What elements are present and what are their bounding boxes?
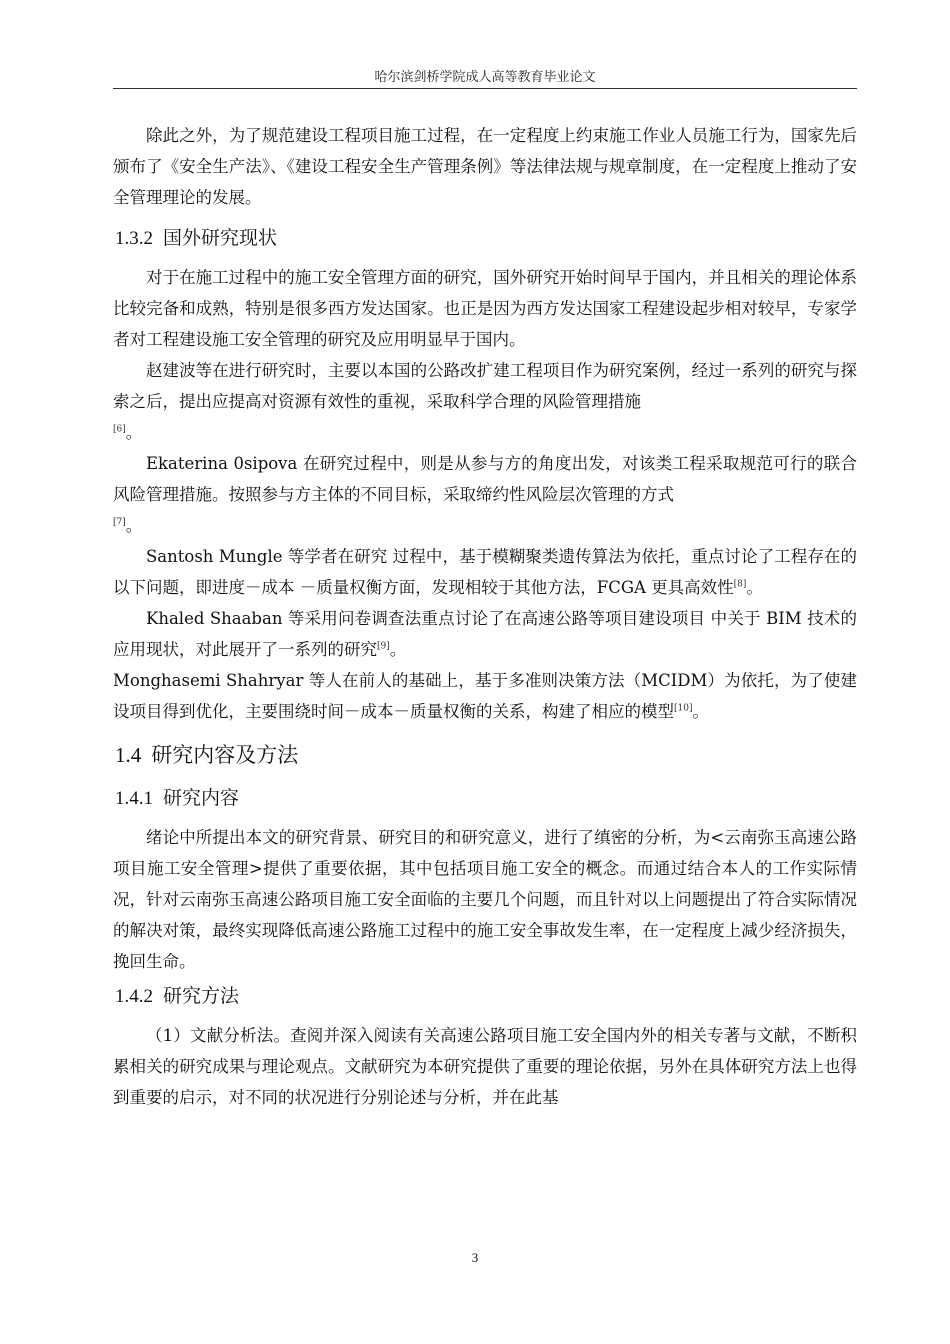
- paragraph-end: 。: [746, 578, 763, 597]
- paragraph-intro: 除此之外，为了规范建设工程项目施工过程，在一定程度上约束施工作业人员施工行为，国家先后颁布了《安全生产法》、《建设工程安全生产管理条例》等法律法规与规章制度，在一定程度上推动了安全管理理论的发展。: [113, 126, 857, 207]
- paragraph-end: 。: [389, 640, 407, 659]
- section-number: 1.4.2: [115, 986, 153, 1007]
- paragraph-end: 。: [692, 702, 709, 721]
- header-rule: [113, 88, 857, 89]
- section-heading-1-4: [113, 727, 857, 781]
- paragraph-methods: （1）文献分析法。查阅并深入阅读有关高速公路项目施工安全国内外的相关专著与文献，不断积累相关的研究成果与理论观点。文献研究为本研究提供了重要的理论依据，另外在具体研究方法上也得到重要的启示，对不同的状况进行分别论述与分析，并在此基: [113, 1026, 857, 1107]
- citation-10: [10]: [674, 703, 693, 714]
- section-heading-1-4-2: [113, 977, 857, 1020]
- section-heading-1-3-2: [113, 213, 857, 262]
- paragraph-text: Monghasemi Shahryar 等人在前人的基础上，基于多准则决策方法（MCIDM）为依托，为了使建设项目得到优化，主要围绕时间－成本－质量权衡的关系，构建了相应的模型: [113, 671, 857, 721]
- paragraph-shaaban: [113, 603, 857, 665]
- paragraph-zhao: [113, 355, 857, 448]
- citation-9: [9]: [377, 641, 390, 652]
- section-number: 1.3.2: [115, 228, 153, 249]
- section-heading-1-4-1: [113, 781, 857, 822]
- page-number: 3: [471, 1250, 479, 1265]
- section-number: 1.4: [115, 743, 142, 767]
- section-title: 研究内容: [163, 787, 240, 809]
- citation-8: [8]: [733, 579, 747, 590]
- paragraph-text: Ekaterina 0sipova 在研究过程中，则是从参与方的角度出发，对该类工程采取规范可行的联合风险管理措施。按照参与方主体的不同目标，采取缔约性风险层次管理的方式: [113, 454, 857, 504]
- paragraph-osipova: [113, 448, 857, 541]
- page-body: [113, 120, 857, 1113]
- paragraph-end: 。: [125, 516, 143, 535]
- paragraph-research-content: 绪论中所提出本文的研究背景、研究目的和研究意义，进行了缜密的分析，为<云南弥玉高速公路项目施工安全管理>提供了重要依据，其中包括项目施工安全的概念。而通过结合本人的工作实际情况，针对云南弥玉高速公路项目施工安全面临的主要几个问题，而且针对以上问题提出了符合实际情况的解决对策，最终实现降低高速公路施工过程中的施工安全事故发生率，在一定程度上减少经济损失，挽回生命。: [113, 828, 857, 971]
- citation-7: [7]: [113, 517, 126, 528]
- citation-6: [6]: [113, 424, 126, 435]
- paragraph-text: 赵建波等在进行研究时，主要以本国的公路改扩建工程项目作为研究案例，经过一系列的研究与探索之后，提出应提高对资源有效性的重视，采取科学合理的风险管理措施: [113, 361, 857, 411]
- running-header: 哈尔滨剑桥学院成人高等教育毕业论文: [374, 70, 596, 85]
- paragraph-end: 。: [125, 423, 143, 442]
- paragraph-mungle: [113, 541, 857, 603]
- paragraph-foreign-overview: 对于在施工过程中的施工安全管理方面的研究，国外研究开始时间早于国内，并且相关的理论体系比较完备和成熟，特别是很多西方发达国家。也正是因为西方发达国家工程建设起步相对较早，专家学者对工程建设施工安全管理的研究及应用明显早于国内。: [113, 268, 857, 349]
- section-title: 研究方法: [163, 985, 240, 1007]
- section-number: 1.4.1: [115, 788, 153, 809]
- section-title: 国外研究现状: [163, 227, 278, 249]
- paragraph-text: Khaled Shaaban 等采用问卷调查法重点讨论了在高速公路等项目建设项目 中关于 BIM 技术的应用现状，对此展开了一系列的研究: [113, 609, 857, 659]
- paragraph-text: Santosh Mungle 等学者在研究 过程中，基于模糊聚类遗传算法为依托，重点讨论了工程存在的以下问题，即进度－成本 －质量权衡方面，发现相较于其他方法，FCGA 更具高效性: [113, 547, 857, 597]
- section-title: 研究内容及方法: [151, 743, 299, 767]
- paragraph-monghasemi: [113, 665, 857, 727]
